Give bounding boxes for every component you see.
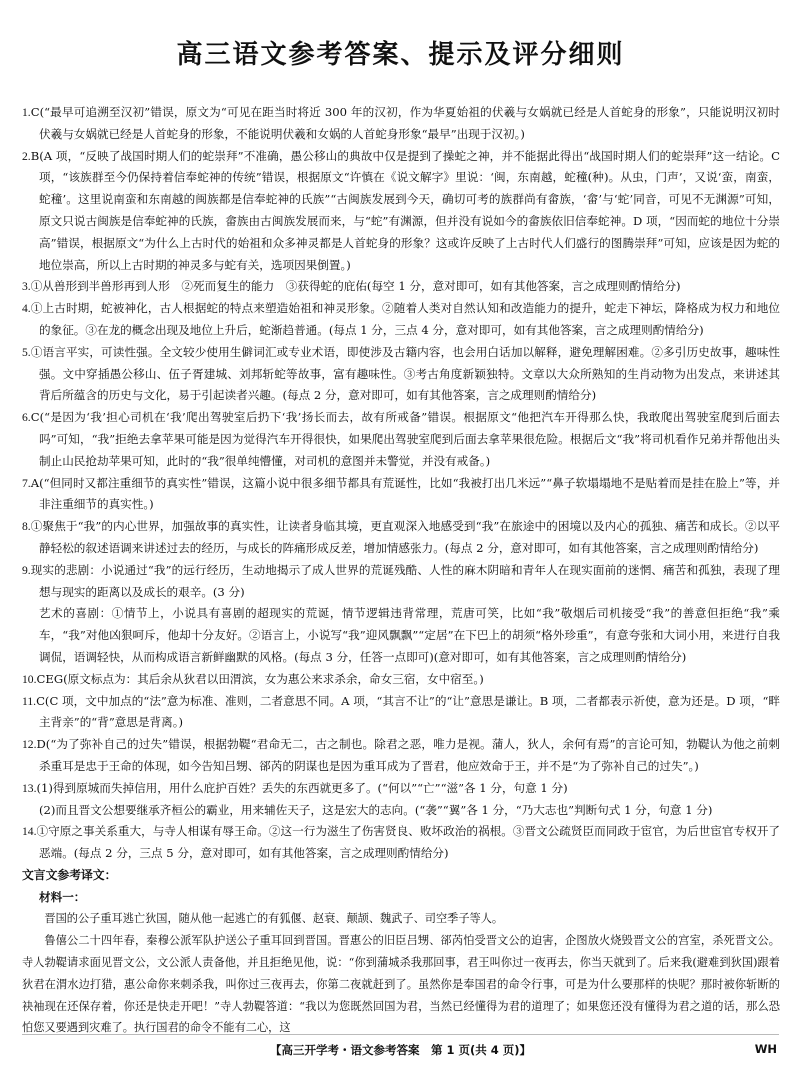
page-footer	[0, 1040, 801, 1062]
answer-item	[22, 146, 780, 277]
answer-text: (1)得到原城而失掉信用，用什么庇护百姓？丢失的东西就更多了。(“何以”“亡”“滋”各 1 分，句意 1 分)	[36, 780, 568, 795]
footer-divider	[22, 1034, 779, 1035]
answer-item	[22, 691, 780, 735]
answer-item	[22, 669, 780, 691]
answer-text: C(“最早可追溯至汉初”错误，原文为“可见在距当时将近 300 年的汉初，作为华夏始祖的伏羲与女娲就已经是人首蛇身的形象”，只能说明汉初时伏羲与女娲就已经是人首蛇身的形象，不能说明伏羲和女娲的人首蛇身形象“最早”出现于汉初。)	[30, 105, 780, 141]
answer-item	[22, 603, 780, 668]
footer-page-info: 【高三开学考・语文参考答案 第 1 页(共 4 页)】	[269, 1043, 532, 1057]
answer-item	[22, 342, 780, 407]
answer-number: 6.	[22, 411, 31, 425]
answer-item	[22, 560, 780, 604]
answer-text: C(C 项，文中加点的“法”意为标准、准则，二者意思不同。A 项，“其言不让”的“让”意思是谦让。B 项，二者都表示祈使，意为还是。D 项，“畔主背亲”的“背”意思是背离。)	[36, 693, 780, 730]
answer-item	[22, 821, 780, 865]
answer-number: 8.	[22, 520, 31, 534]
translation-paragraph: 鲁僖公二十四年春，秦穆公派军队护送公子重耳回到晋国。晋惠公的旧臣吕甥、郤芮怕受晋文公的迫害，企图放火烧毁晋文公的宫室，杀死晋文公。寺人勃鞮请求面见晋文公，文公派人责备他，并且拒绝见他，说：“你到蒲城杀我那回事，君王叫你过一夜再去，你当天就到了。后来我(避难到狄国)跟着狄君在渭水边打猎，惠公命你来刺杀我，叫你过三夜再去，你第二夜就赶到了。虽然你是奉国君的命令行事，可是为什么要那样的快呢？那时被你斩断的袂袖现在还保存着，你还是快走开吧！”寺人勃鞮答道：“我以为您既然回国为君，当然已经懂得为君的道理了；如果您还没有懂得为君之道的话，那么恐怕您又要遇到灾难了。执行国君的命令不能有二心，这	[22, 934, 780, 1035]
answer-item	[22, 298, 780, 342]
translation-text	[22, 908, 780, 1039]
footer-code: WH	[754, 1042, 777, 1056]
answer-text: ①从兽形到半兽形再到人形 ②死而复生的能力 ③获得蛇的庇佑(每空 1 分，意对即可，如有其他答案，言之成理则酌情给分)	[30, 279, 681, 294]
answer-text: ①守原之事关系重大，与寺人相谋有辱王命。②这一行为滋生了伤害贤良、败坏政治的祸根。③晋文公疏贤臣而同政于宦官，为后世宦官专权开了恶端。(每点 2 分，三点 5 分，意对即可，如有其他答案，言之成理则酌情给分)	[36, 824, 780, 861]
answer-number: 13.	[22, 781, 37, 795]
answer-item	[22, 800, 780, 822]
answer-item	[22, 473, 780, 517]
answer-number: 12.	[22, 738, 37, 752]
translation-heading: 文言文参考译文：	[22, 867, 117, 882]
answer-item	[22, 734, 780, 778]
answer-item	[22, 102, 780, 146]
translation-paragraph: 晋国的公子重耳逃亡狄国，随从他一起逃亡的有狐偃、赵衰、颠颉、魏武子、司空季子等人。	[44, 912, 504, 926]
answer-number: 10.	[22, 672, 37, 686]
page-title: 高三语文参考答案、提示及评分细则	[176, 40, 625, 70]
answer-number: 14.	[22, 825, 37, 839]
answer-item	[22, 276, 780, 298]
answer-number: 1.	[22, 106, 31, 119]
answer-content	[22, 102, 780, 1035]
answer-number: 5.	[22, 345, 31, 359]
answer-number: 3.	[22, 280, 31, 294]
answer-number: 9.	[22, 563, 31, 577]
answer-number: 11.	[22, 694, 37, 708]
answer-text: (2)而且晋文公想要继承齐桓公的霸业，用来辅佐天子，这是宏大的志向。(“袭”“翼”各 1 分，“乃大志也”判断句式 1 分，句意 1 分)	[39, 802, 713, 817]
answer-text: ①语言平实，可读性强。全文较少使用生僻词汇或专业术语，即使涉及古籍内容，也会用白话加以解释，避免理解困难。②多引历史故事，趣味性强。文中穿插愚公移山、伍子胥建城、刘邦斩蛇等故事，富有趣味性。③考古角度新颖独特。文章以大众所熟知的生肖动物为出发点，来讲述其背后所蕴含的历史与文化，易于引起读者兴趣。(每点 2 分，意对即可，如有其他答案，言之成理则酌情给分)	[30, 344, 780, 403]
answer-number: 4.	[22, 302, 31, 316]
answer-text: CEG(原文标点为：其后余从狄君以田渭滨，女为惠公来求杀余，命女三宿，女中宿至。)	[36, 671, 484, 686]
answer-text: D(“为了弥补自己的过失”错误，根据勃鞮“君命无二，古之制也。除君之恶，唯力是视。蒲人，狄人，余何有焉”的言论可知，勃鞮认为他之前刺杀重耳是忠于王命的体现，如今告知吕甥、郤芮的阴谋也是因为重耳成为了晋君，他应效命于王，并不是“为了弥补自己的过失”。)	[36, 737, 780, 773]
answer-text: 现实的悲剧：小说通过“我”的远行经历，生动地揭示了成人世界的荒诞残酷、人性的麻木阴暗和青年人在现实面前的迷惘、痛苦和孤独，表现了理想与现实的距离以及成长的艰辛。(3 分)	[30, 562, 780, 599]
material-label: 材料一：	[39, 889, 86, 904]
answer-item	[22, 778, 780, 800]
answer-text: A(“但同时又都注重细节的真实性”错误，这篇小说中很多细节都具有荒诞性，比如“我被打出几米远”“鼻子软塌塌地不是贴着而是挂在脸上”等，并非注重细节的真实性。)	[30, 475, 780, 512]
answer-number: 7.	[22, 476, 31, 490]
answer-item	[22, 407, 780, 472]
answer-text: ①聚焦于“我”的内心世界，加强故事的真实性，让读者身临其境，更直观深入地感受到“我”在旅途中的困境以及内心的孤独、痛苦和成长。②以平静轻松的叙述语调来讲述过去的经历，与成长的阵痛形成反差，增加情感张力。(每点 2 分，意对即可，如有其他答案，言之成理则酌情给分)	[30, 519, 780, 555]
answer-text: B(A 项，“反映了战国时期人们的蛇崇拜”不准确，愚公移山的典故中仅是提到了操蛇之神，并不能据此得出“战国时期人们的蛇崇拜”这一结论。C 项，“该族群至今仍保持着信奉蛇神的传统”错误，根据原文“许慎在《说文解字》里说：‘闽，东南越，蛇穜(种)。从虫，门声’，又说‘蛮，南蛮，蛇穜’。这里说南蛮和东南越的闽族都是信奉蛇神的氏族”“古闽族发展到今天，确切可考的族群尚有畲族，‘畲’与‘蛇’同音，可见不无渊源”可知，原文只说古闽族是信奉蛇神的氏族，畲族由古闽族发展而来，与“蛇”有渊源，但并没有说如今的畲族依旧信奉蛇神。D 项，“因而蛇的地位十分崇高”错误，根据原文“为什么上古时代的始祖和众多神灵都是人首蛇身的形象？这或许反映了上古时代人们盛行的图腾崇拜”可知，应该是因为蛇的地位崇高，所以上古时期的神灵多与蛇有关，选项因果倒置。)	[30, 148, 780, 272]
answer-text: ①上古时期，蛇被神化，古人根据蛇的特点来塑造始祖和神灵形象。②随着人类对自然认知和改造能力的提升，蛇走下神坛，降格成为权力和地位的象征。③在龙的概念出现及地位上升后，蛇渐趋普通。(每点 1 分，三点 4 分，意对即可，如有其他答案，言之成理则酌情给分)	[30, 301, 780, 337]
answer-text: C(“是因为‘我’担心司机在‘我’爬出驾驶室后扔下‘我’扬长而去，故有所戒备”错误。根据原文“他把汽车开得那么快，我敢爬出驾驶室爬到后面去吗”可知，“我”拒绝去拿苹果可能是因为觉得汽车开得很快，如果爬出驾驶室爬到后面去拿苹果很危险。根据后文“我”将司机看作兄弟并帮他出头制止山民抢劫苹果可知，此时的“我”很单纯懵懂，对司机的意图并未警觉，并没有戒备。)	[30, 410, 780, 468]
answer-text: 艺术的喜剧：①情节上，小说具有喜剧的超现实的荒诞，情节逻辑违背常理，荒唐可笑，比如“我”敬烟后司机接受“我”的善意但拒绝“我”乘车，“我”对他凶狠呵斥，他却十分友好。②语言上，小说写“我”迎风飘飘”“定居”在下巴上的胡须“格外珍重”，有意夸张和大词小用，来进行自我调侃，语调轻快，从而构成语言新鲜幽默的风格。(每点 3 分，任答一点即可)(意对即可，如有其他答案，言之成理则酌情给分)	[39, 606, 780, 664]
answer-number: 2.	[22, 149, 31, 163]
answer-list	[22, 102, 780, 865]
answer-item	[22, 516, 780, 560]
